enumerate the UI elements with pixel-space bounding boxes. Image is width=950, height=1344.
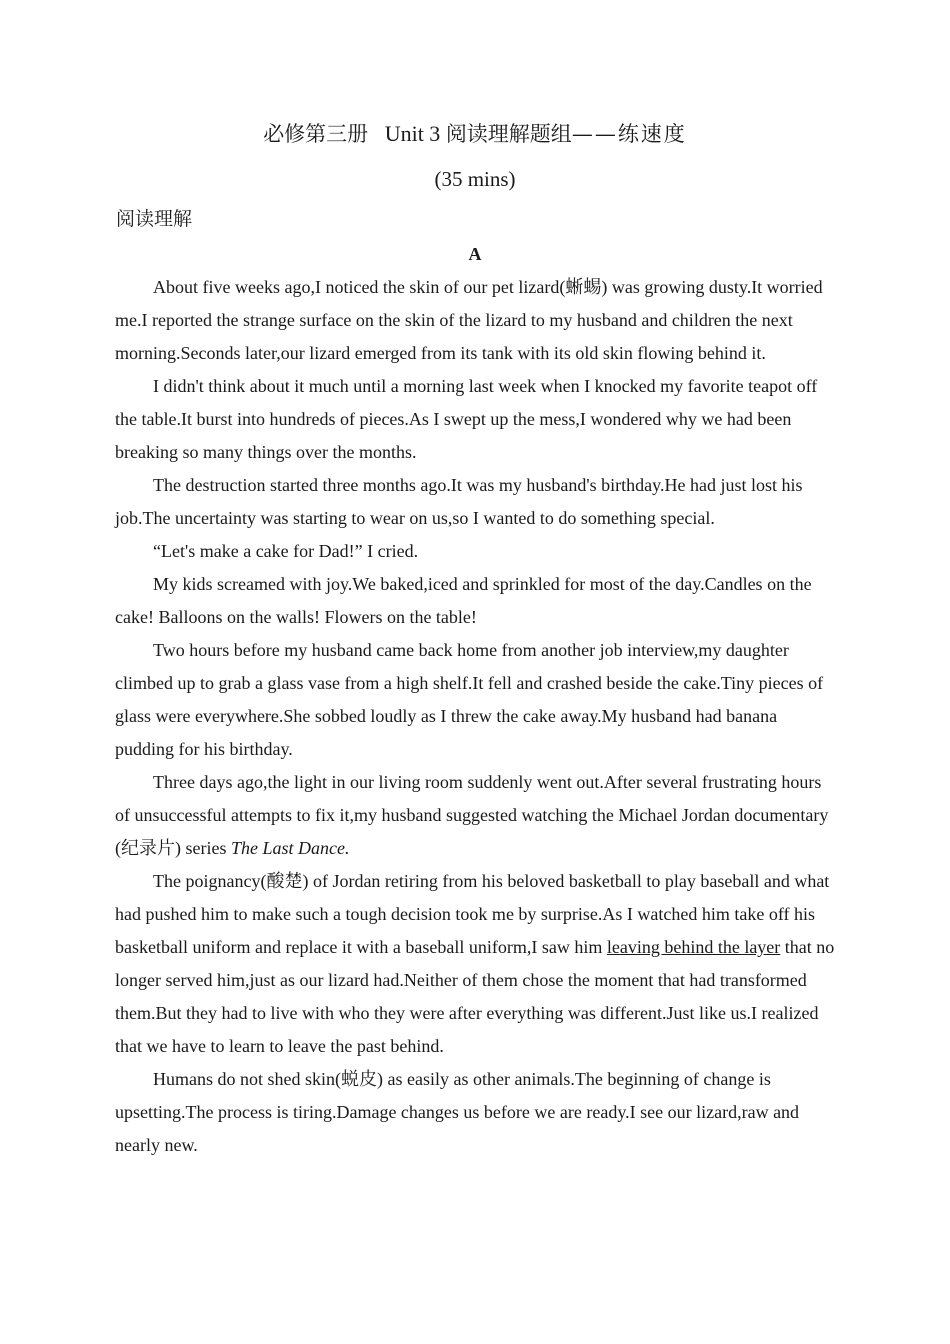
paragraph-4: “Let's make a cake for Dad!” I cried. xyxy=(153,541,419,561)
title-suffix: ——练速度 xyxy=(571,122,687,146)
section-heading: 阅读理解 xyxy=(116,208,193,230)
documentary-title: The Last Dance. xyxy=(230,838,350,858)
paragraph-5: My kids screamed with joy.We baked,iced and sprinkled for most of the day.Candles on the cake! Balloons on the walls! Flowers on the table! xyxy=(115,574,812,627)
paragraph-9: Humans do not shed skin(蜕皮) as easily as other animals.The beginning of change is upsetting.The process is tiring.Damage changes us before we are ready.I see our lizard,raw and nearly new. xyxy=(115,1069,800,1155)
underlined-phrase: leaving behind the layer xyxy=(606,937,781,957)
paragraph-7 xyxy=(115,766,837,865)
paragraph-6: Two hours before my husband came back home from another job interview,my daughter climbed up to grab a glass vase from a high shelf.It fell and crashed beside the cake.Tiny pieces of glass were everywhere.She sobbed loudly as I threw the cake away.My husband had banana pudding for his birthday. xyxy=(115,640,824,759)
time-limit: (35 mins) xyxy=(434,167,516,191)
title-unit: Unit 3 xyxy=(384,121,441,146)
paragraph-1: About five weeks ago,I noticed the skin of our pet lizard(蜥蜴) was growing dusty.It worried me.I reported the strange surface on the skin of the lizard to my husband and children the next morning.Seconds later,our lizard emerged from its tank with its old skin flowing behind it. xyxy=(115,277,823,363)
title-book: 必修第三册 xyxy=(263,122,369,146)
paragraph-3: The destruction started three months ago.It was my husband's birthday.He had just lost his job.The uncertainty was starting to wear on us,so I wanted to do something special. xyxy=(115,475,803,528)
paragraph-8-text-a: The poignancy(酸楚) of Jordan retiring from his beloved basketball to play baseball and what had pushed him to make such a tough decision took me by surprise.As I watched him take off his basketball uniform and replace it with a baseball uniform,I saw him xyxy=(115,871,830,957)
passage-label: A xyxy=(468,244,482,264)
page-title xyxy=(0,116,950,152)
paragraph-8 xyxy=(115,865,837,1063)
title-topic: 阅读理解题组 xyxy=(445,122,572,146)
passage-body xyxy=(115,271,837,1162)
paragraph-7-text: Three days ago,the light in our living room suddenly went out.After several frustrating hours of unsuccessful attempts to fix it,my husband suggested watching the Michael Jordan documentary (纪录片) series xyxy=(115,772,829,858)
paragraph-8-text-b: that no longer served him,just as our lizard had.Neither of them chose the moment that had transformed them.But they had to live with who they were after everything was different.Just like us.I realized that we have to learn to leave the past behind. xyxy=(115,937,835,1056)
paragraph-2: I didn't think about it much until a morning last week when I knocked my favorite teapot off the table.It burst into hundreds of pieces.As I swept up the mess,I wondered why we had been breaking so many things over the months. xyxy=(115,376,818,462)
